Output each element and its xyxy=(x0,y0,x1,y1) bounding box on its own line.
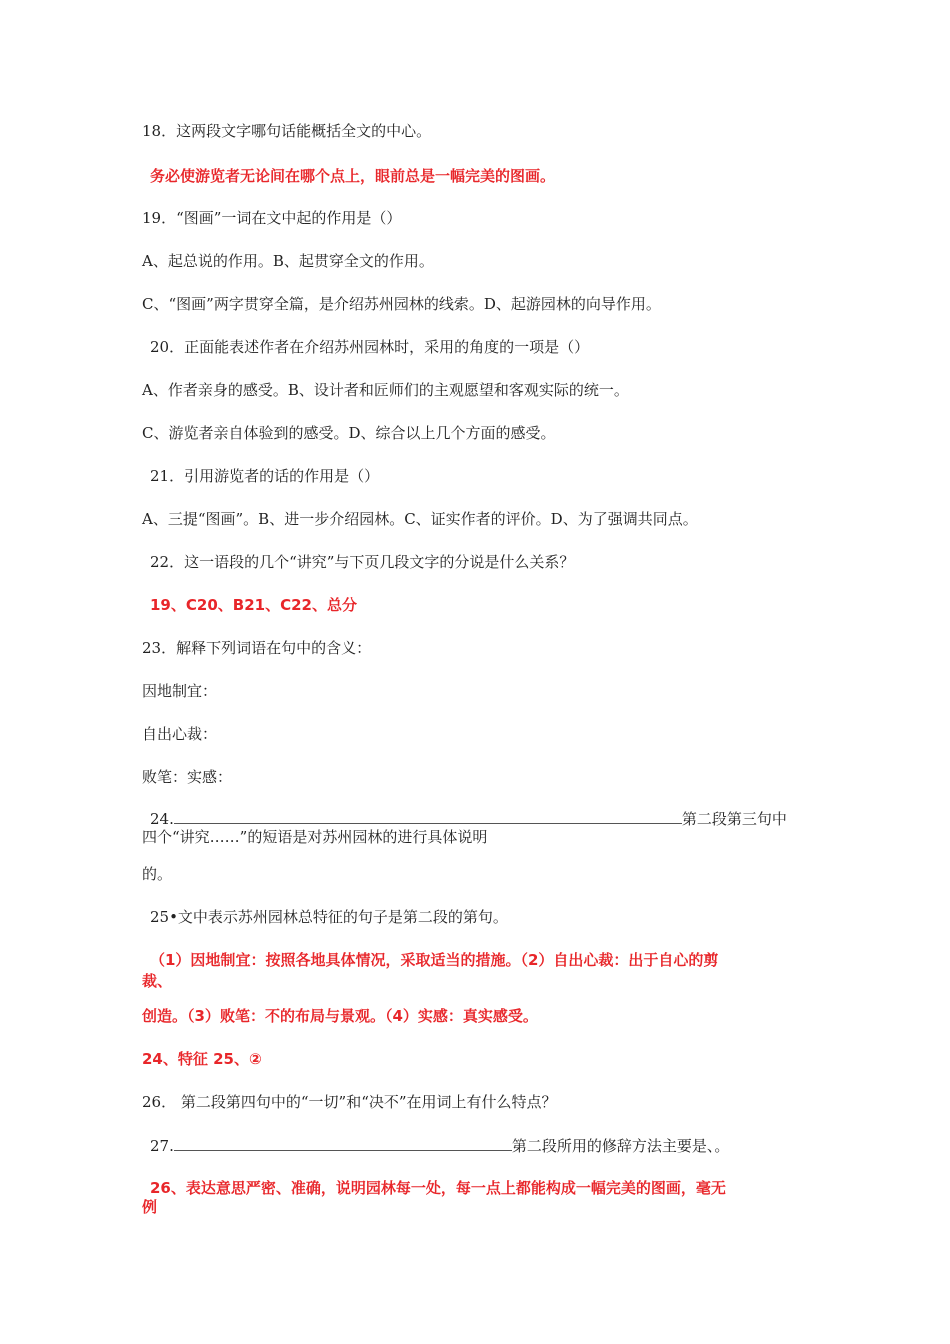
answer-19-22: 19、C20、B21、C22、总分 xyxy=(150,596,357,614)
question-24-number: 24. xyxy=(150,810,174,828)
question-25: 25•文中表示苏州园林总特征的句子是第二段的第句。 xyxy=(150,908,508,926)
answer-23-part3: 创造。（3）败笔：不的布局与景观。（4）实感：真实感受。 xyxy=(142,1007,538,1025)
answer-26-part1: 26、表达意思严密、准确，说明园林每一处，每一点上都能构成一幅完美的图画，毫无 xyxy=(150,1179,726,1197)
answer-blank[interactable] xyxy=(174,809,682,824)
question-19: 19．“图画”一词在文中起的作用是（） xyxy=(142,209,402,227)
term-baibi-shigan: 败笔：实感： xyxy=(142,768,233,786)
question-19-options-cd: C、“图画”两字贯穿全篇，是介绍苏州园林的线索。D、起游园林的向导作用。 xyxy=(142,295,661,313)
answer-26-part2: 例 xyxy=(142,1198,158,1216)
question-23: 23．解释下列词语在句中的含义： xyxy=(142,639,372,657)
question-27-number: 27. xyxy=(150,1137,174,1155)
answer-23-part2: 裁、 xyxy=(142,972,173,990)
question-20-options-cd: C、游览者亲自体验到的感受。D、综合以上几个方面的感受。 xyxy=(142,424,556,442)
term-zichuxincai: 自出心裁： xyxy=(142,725,218,743)
question-18: 18．这两段文字哪句话能概括全文的中心。 xyxy=(142,122,432,140)
question-21: 21．引用游览者的话的作用是（） xyxy=(150,467,380,485)
term-yindizhiyi: 因地制宜： xyxy=(142,682,218,700)
question-24 xyxy=(150,809,787,828)
question-22: 22．这一语段的几个“讲究”与下页几段文字的分说是什么关系？ xyxy=(150,553,575,571)
question-20-options-ab: A、作者亲身的感受。B、设计者和匠师们的主观愿望和客观实际的统一。 xyxy=(142,381,629,399)
question-27 xyxy=(150,1136,729,1155)
question-21-options: A、三提“图画”。B、进一步介绍园林。C、证实作者的评价。D、为了强调共同点。 xyxy=(142,510,698,528)
question-20: 20．正面能表述作者在介绍苏州园林时，采用的角度的一项是（） xyxy=(150,338,590,356)
question-19-options-ab: A、起总说的作用。B、起贯穿全文的作用。 xyxy=(142,252,434,270)
question-24-end: 的。 xyxy=(142,865,173,883)
question-24-text: 第二段第三句中 xyxy=(681,810,787,828)
answer-blank[interactable] xyxy=(174,1136,512,1151)
question-24-cont: 四个“讲究……”的短语是对苏州园林的进行具体说明 xyxy=(142,828,488,846)
answer-24-25: 24、特征 25、② xyxy=(142,1050,262,1068)
answer-23-part1: （1）因地制宜：按照各地具体情况，采取适当的措施。（2）自出心裁：出于自心的剪 xyxy=(150,951,719,969)
question-26: 26． 第二段第四句中的“一切”和“决不”在用词上有什么特点？ xyxy=(142,1093,557,1111)
answer-18: 务必使游览者无论间在哪个点上，眼前总是一幅完美的图画。 xyxy=(150,167,556,185)
question-27-text: 第二段所用的修辞方法主要是、。 xyxy=(511,1137,730,1155)
